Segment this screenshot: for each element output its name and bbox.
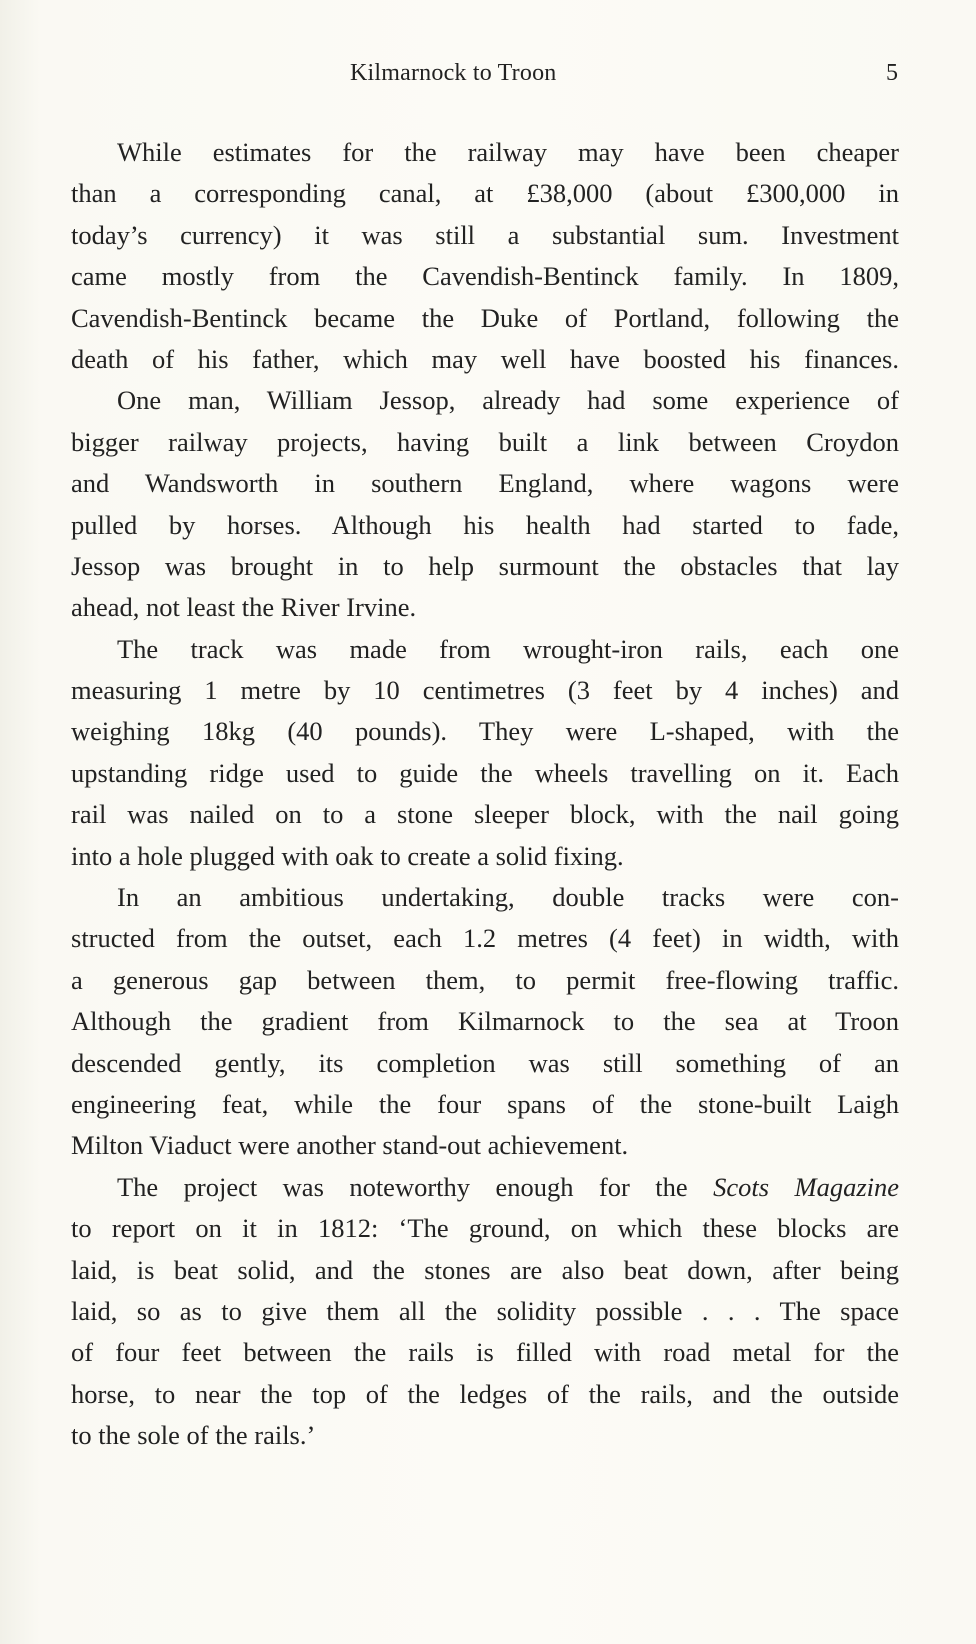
text-line: laid, is beat solid, and the stones are also beat down, after being bbox=[71, 1254, 899, 1285]
text-line: rail was nailed on to a stone sleeper block, with the nail going bbox=[71, 799, 899, 830]
text-line: into a hole plugged with oak to create a solid fixing. bbox=[71, 840, 624, 871]
text-line: In an ambitious undertaking, double tracks were con- bbox=[117, 882, 899, 913]
text-line: bigger railway projects, having built a link between Croydon bbox=[71, 426, 899, 457]
text-line: structed from the outset, each 1.2 metres (4 feet) in width, with bbox=[71, 923, 899, 954]
text-line: came mostly from the Cavendish-Bentinck family. In 1809, bbox=[71, 261, 899, 292]
text-line: While estimates for the railway may have been cheaper bbox=[117, 137, 899, 167]
text-line: today’s currency) it was still a substantial sum. Investment bbox=[71, 219, 899, 250]
text-line bbox=[71, 1167, 899, 1208]
paragraph-investment bbox=[71, 132, 899, 380]
page-number: 5 bbox=[886, 60, 898, 86]
text-run: The project was noteworthy enough for the bbox=[117, 1171, 688, 1202]
text-line: to the sole of the rails.’ bbox=[71, 1420, 316, 1451]
paragraph-jessop bbox=[71, 380, 899, 628]
text-line: engineering feat, while the four spans of the stone-built Laigh bbox=[71, 1088, 899, 1119]
text-line: The track was made from wrought-iron rails, each one bbox=[117, 633, 899, 664]
text-line: Cavendish-Bentinck became the Duke of Portland, following the bbox=[71, 302, 899, 333]
paragraph-double-tracks bbox=[71, 877, 899, 1167]
text-line: to report on it in 1812: ‘The ground, on which these blocks are bbox=[71, 1213, 899, 1244]
text-line: pulled by horses. Although his health had started to fade, bbox=[71, 509, 899, 540]
text-line: death of his father, which may well have boosted his finances. bbox=[71, 343, 899, 374]
text-line: Milton Viaduct were another stand-out achievement. bbox=[71, 1130, 629, 1161]
text-line: ahead, not least the River Irvine. bbox=[71, 592, 417, 623]
text-line: descended gently, its completion was still something of an bbox=[71, 1047, 899, 1078]
text-line: horse, to near the top of the ledges of the rails, and the outside bbox=[71, 1378, 899, 1409]
text-line: measuring 1 metre by 10 centimetres (3 feet by 4 inches) and bbox=[71, 675, 899, 706]
text-line: Although the gradient from Kilmarnock to the sea at Troon bbox=[71, 1006, 899, 1037]
text-line: of four feet between the rails is filled with road metal for the bbox=[71, 1337, 899, 1368]
text-line: and Wandsworth in southern England, where wagons were bbox=[71, 468, 899, 499]
running-head bbox=[0, 56, 976, 92]
paragraph-track bbox=[71, 629, 899, 877]
text-line: One man, William Jessop, already had some experience of bbox=[117, 385, 899, 416]
text-line: upstanding ridge used to guide the wheels travelling on it. Each bbox=[71, 757, 899, 788]
text-line: laid, so as to give them all the solidity possible . . . The space bbox=[71, 1295, 899, 1326]
publication-title: Scots Magazine bbox=[713, 1171, 899, 1202]
body-text bbox=[71, 132, 899, 1457]
running-title: Kilmarnock to Troon bbox=[350, 60, 557, 86]
text-line: a generous gap between them, to permit free-flowing traffic. bbox=[71, 964, 899, 995]
text-line: weighing 18kg (40 pounds). They were L-shaped, with the bbox=[71, 716, 899, 747]
paragraph-scots-magazine bbox=[71, 1167, 899, 1457]
text-line: Jessop was brought in to help surmount the obstacles that lay bbox=[71, 550, 899, 581]
text-line: than a corresponding canal, at £38,000 (about £300,000 in bbox=[71, 178, 899, 209]
